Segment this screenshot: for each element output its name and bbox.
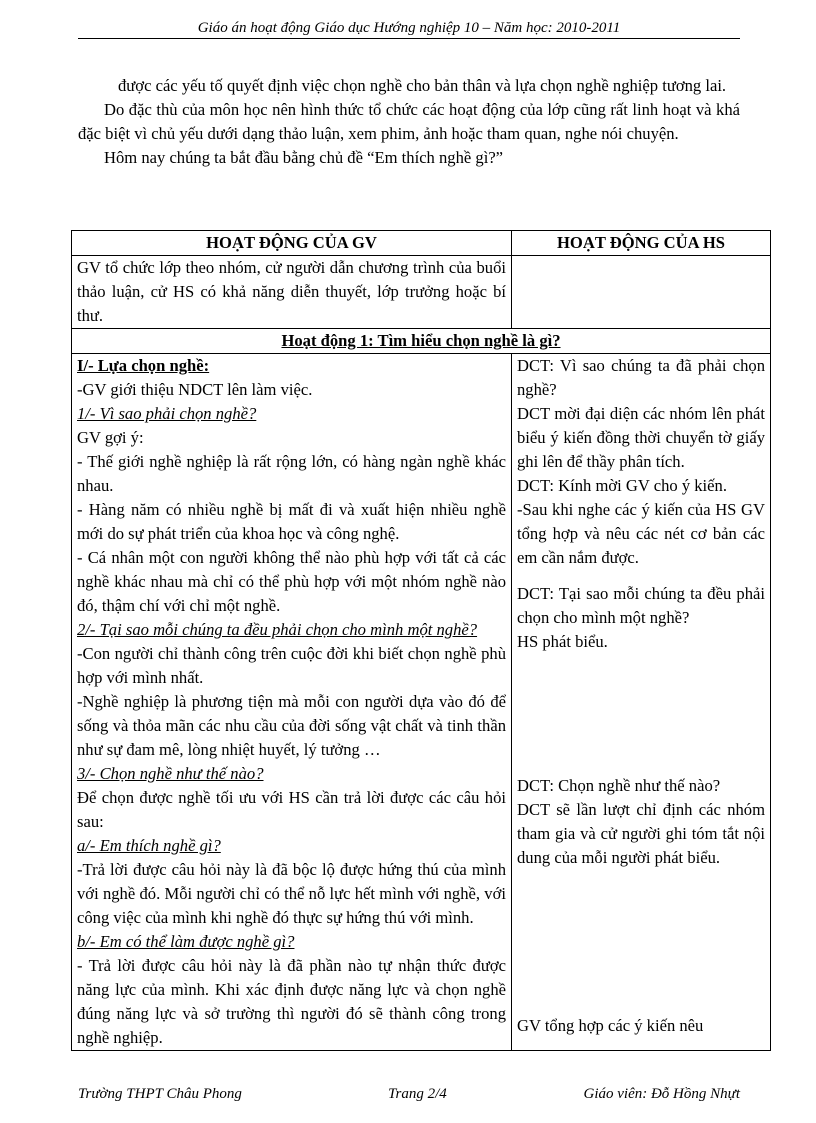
footer-teacher: Giáo viên: Đỗ Hồng Nhựt: [583, 1086, 740, 1102]
activity-title-row: [72, 329, 771, 354]
hs-9: GV tổng hợp các ý kiến nêu: [517, 1016, 704, 1035]
hs-7: DCT: Chọn nghề như thế nào?: [517, 776, 721, 795]
hs-6: HS phát biểu.: [517, 632, 608, 651]
hs-1: DCT: Vì sao chúng ta đã phải chọn nghề?: [517, 356, 765, 399]
footer-page: Trang 2/4: [388, 1086, 447, 1102]
spacer: [517, 654, 765, 774]
intro-para-2: Do đặc thù của môn học nên hình thức tổ chức các hoạt động của lớp cũng rất linh hoạt và khá đặc biệt vì chủ yếu dưới dạng thảo luận, xem phim, ảnh hoặc tham quan, nghe nói chuyện.: [78, 100, 740, 143]
hs-2: DCT mời đại diện các nhóm lên phát biểu ý kiến đồng thời chuyển tờ giấy ghi lên để thầy phân tích.: [517, 404, 765, 471]
bullet-5: -Nghề nghiệp là phương tiện mà mỗi con người dựa vào đó để sống và thỏa mãn các nhu cầu của đời sống vật chất và tinh thần như sự đam mê, lòng nhiệt huyết, lý tưởng …: [77, 692, 506, 759]
spacer: [517, 870, 765, 1014]
bullet-7: -Trả lời được câu hỏi này là đã bộc lộ được hứng thú của mình với nghề đó. Mỗi người chỉ có thể nỗ lực hết mình với nghề, với công việc của mình khi nghề đó thực sự hứng thú với mình.: [77, 860, 506, 927]
header-hs: HOẠT ĐỘNG CỦA HS: [512, 231, 771, 256]
hs-5: DCT: Tại sao mỗi chúng ta đều phải chọn cho mình một nghề?: [517, 584, 765, 627]
section-1-heading: I/- Lựa chọn nghề:: [77, 356, 210, 375]
spacer: [517, 570, 765, 582]
header-title: Giáo án hoạt động Giáo dục Hướng nghiệp 10 – Năm học: 2010-2011: [197, 20, 621, 36]
gv-suggest: GV gợi ý:: [77, 428, 144, 447]
bullet-1: - Thế giới nghề nghiệp là rất rộng lớn, có hàng ngàn nghề khác nhau.: [77, 452, 506, 495]
gv-intro-ndct: -GV giới thiệu NDCT lên làm việc.: [77, 380, 313, 399]
intro-text: [78, 74, 740, 170]
table-row: [72, 354, 771, 1051]
question-a: a/- Em thích nghề gì?: [77, 836, 221, 855]
activity-1-title: [72, 329, 771, 354]
question-2: 2/- Tại sao mỗi chúng ta đều phải chọn cho mình một nghề?: [77, 620, 478, 639]
bullet-8: - Trả lời được câu hỏi này là đã phần nào tự nhận thức được năng lực của mình. Khi xác định được năng lực và chọn nghề đúng năng lực và sở trường thì người đó sẽ thành công trong nghề nghiệp.: [77, 956, 506, 1047]
bullet-4: -Con người chỉ thành công trên cuộc đời khi biết chọn nghề phù hợp với mình nhất.: [77, 644, 506, 687]
bullet-3: - Cá nhân một con người không thể nào phù hợp với tất cả các nghề khác nhau mà chỉ có thể phù hợp với một nhóm nghề nào đó, thậm chí với chỉ một nghề.: [77, 548, 506, 615]
bullet-2: - Hàng năm có nhiều nghề bị mất đi và xuất hiện nhiều nghề mới do sự phát triển của khoa học và công nghệ.: [77, 500, 506, 543]
gv-column: [72, 354, 512, 1051]
intro-para-3: Hôm nay chúng ta bắt đầu bằng chủ đề “Em thích nghề gì?”: [104, 148, 504, 167]
question-3: 3/- Chọn nghề như thế nào?: [77, 764, 264, 783]
footer-school: Trường THPT Châu Phong: [78, 1086, 242, 1102]
header-gv: HOẠT ĐỘNG CỦA GV: [72, 231, 512, 256]
question-1: 1/- Vì sao phải chọn nghề?: [77, 404, 257, 423]
question-b: b/- Em có thể làm được nghề gì?: [77, 932, 295, 951]
activity-1-label: Hoạt động 1: Tìm hiểu chọn nghề là gì?: [281, 331, 561, 350]
hs-8: DCT sẽ lần lượt chỉ định các nhóm tham gia và cử người ghi tóm tắt nội dung của mỗi người phát biểu.: [517, 800, 765, 867]
table-row: [72, 256, 771, 329]
activity-table: [71, 230, 771, 1051]
intro-para-1: được các yếu tố quyết định việc chọn nghề cho bản thân và lựa chọn nghề nghiệp tương lai.: [118, 76, 727, 95]
table-header-row: [72, 231, 771, 256]
page-header: [78, 20, 740, 39]
bullet-6: Để chọn được nghề tối ưu với HS cần trả lời được các câu hỏi sau:: [77, 788, 506, 831]
row1-hs: [512, 256, 771, 329]
hs-4: -Sau khi nghe các ý kiến của HS GV tổng hợp và nêu các nét cơ bản các em cần nắm được.: [517, 500, 765, 567]
hs-3: DCT: Kính mời GV cho ý kiến.: [517, 476, 727, 495]
hs-column: [512, 354, 771, 1051]
row1-gv: GV tổ chức lớp theo nhóm, cử người dẫn chương trình của buổi thảo luận, cử HS có khả năng diễn thuyết, lớp trưởng hoặc bí thư.: [72, 256, 512, 329]
